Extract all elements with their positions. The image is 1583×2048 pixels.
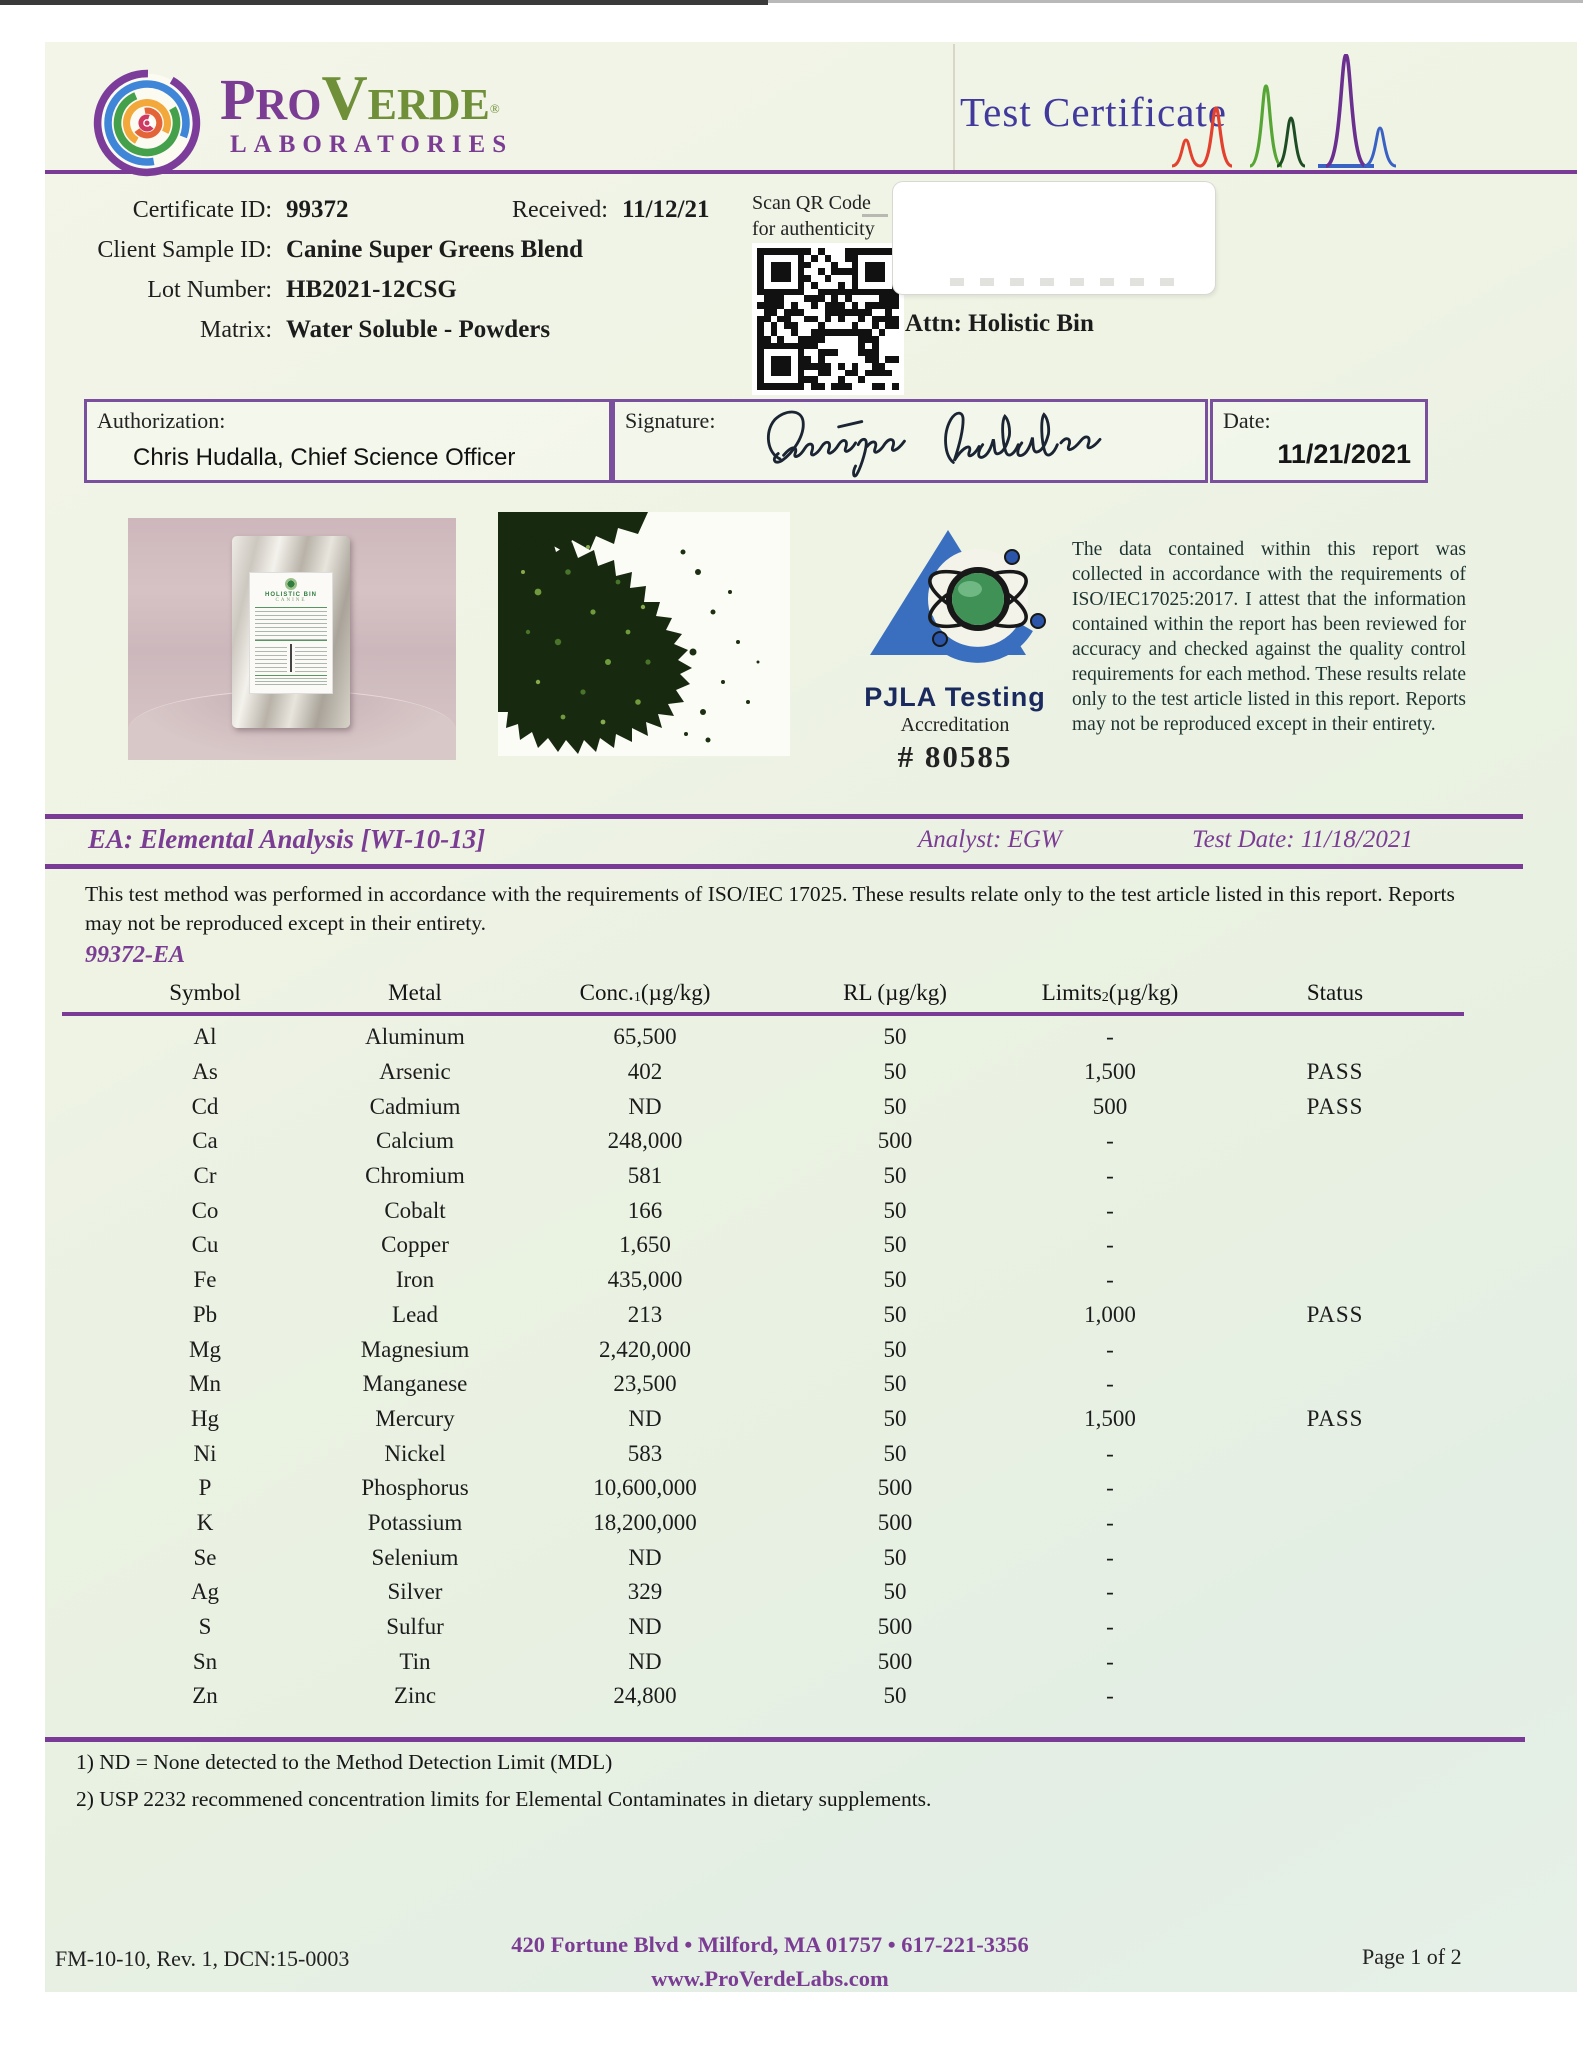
date-box: [1210, 399, 1428, 483]
pouch-subtext: CANINE: [275, 598, 307, 603]
table-header-rule: [62, 1012, 1464, 1016]
signature-label: Signature:: [625, 408, 716, 433]
cell-limits: 1,500: [1084, 1059, 1136, 1085]
cell-symbol: Sn: [192, 1648, 218, 1674]
cell-status: [1235, 1506, 1435, 1541]
cell-limits: -: [1106, 1544, 1114, 1570]
cell-conc: 402: [627, 1059, 663, 1085]
cell-metal: Calcium: [376, 1128, 454, 1154]
cell-metal: Cobalt: [384, 1197, 446, 1223]
cell-conc: 583: [627, 1440, 663, 1466]
matrix-row: [42, 316, 550, 344]
lot-number-label: Lot Number:: [147, 277, 272, 303]
cell-metal: Iron: [395, 1267, 435, 1293]
cell-conc: ND: [628, 1648, 662, 1674]
table-row: [65, 1159, 1435, 1194]
table-row: [65, 1436, 1435, 1471]
cell-metal: Arsenic: [379, 1059, 451, 1085]
pouch-label: [249, 572, 333, 694]
cell-limits: -: [1106, 1475, 1114, 1501]
cell-symbol: Cr: [193, 1163, 217, 1189]
cell-status: [1235, 1228, 1435, 1263]
cell-metal: Cadmium: [369, 1093, 461, 1119]
table-row: [65, 1124, 1435, 1159]
cell-limits: -: [1106, 1648, 1114, 1674]
received-value: 11/12/21: [621, 196, 710, 223]
cell-status: [1235, 1610, 1435, 1645]
matrix-label: Matrix:: [200, 317, 272, 343]
attestation-paragraph: The data contained within this report was collected in accordance with the requirements of ISO/IEC17025:2017. I attest that the information contained within the report has been reviewed for accuracy and checked against the quality control requirements for each method. These results relate only to the test article listed in this report. Reports may not be reproduced except in their entirety.: [1072, 539, 1466, 735]
cell-rl: 500: [877, 1475, 913, 1501]
cell-status: [1235, 1020, 1435, 1055]
cell-conc: 435,000: [607, 1267, 683, 1293]
cell-metal: Chromium: [365, 1163, 465, 1189]
cell-limits: -: [1106, 1509, 1114, 1535]
cell-rl: 500: [877, 1648, 913, 1674]
cell-limits: 1,000: [1084, 1301, 1136, 1327]
cell-conc: ND: [628, 1405, 662, 1431]
table-row: [65, 1367, 1435, 1402]
cell-metal: Selenium: [371, 1544, 459, 1570]
cell-conc: 10,600,000: [593, 1475, 697, 1501]
cell-conc: 18,200,000: [593, 1509, 697, 1535]
scan-edge-strip-light: [768, 0, 1583, 3]
cell-rl: 50: [883, 1371, 907, 1397]
cell-conc: ND: [628, 1544, 662, 1570]
cell-rl: 50: [883, 1059, 907, 1085]
pouch-text-lines: [255, 607, 327, 641]
certificate-id-value: 99372: [286, 196, 349, 223]
cell-symbol: Fe: [193, 1267, 217, 1293]
cell-status: PASS: [1306, 1093, 1364, 1119]
footer-website: www.ProVerdeLabs.com: [651, 1965, 889, 1991]
cell-limits: -: [1106, 1024, 1114, 1050]
brand-laboratories: LABORATORIES: [230, 131, 514, 158]
cell-status: [1235, 1367, 1435, 1402]
header-limits: Limits $_2$ (µg/kg): [1041, 980, 1179, 1005]
cell-limits: -: [1106, 1440, 1114, 1466]
cell-status: [1235, 1332, 1435, 1367]
cell-conc: 1,650: [619, 1232, 671, 1258]
cell-conc: 166: [627, 1197, 663, 1223]
cell-metal: Magnesium: [360, 1336, 470, 1362]
table-row: [65, 1020, 1435, 1055]
footnote-nd: 1) ND = None detected to the Method Detection Limit (MDL): [76, 1750, 613, 1774]
certificate-id-label: Certificate ID:: [132, 197, 272, 223]
date-label: Date:: [1223, 408, 1271, 433]
scan-edge-strip: [0, 0, 768, 5]
header-symbol: Symbol: [169, 980, 241, 1005]
certificate-id-row: [42, 196, 349, 224]
sample-code: 99372-EA: [85, 942, 186, 968]
brand-wordmark: [220, 62, 514, 158]
table-row: [65, 1471, 1435, 1506]
cell-symbol: Ca: [192, 1128, 218, 1154]
cell-symbol: K: [196, 1509, 214, 1535]
authorization-box: [84, 399, 612, 483]
matrix-value: Water Soluble - Powders: [286, 316, 551, 343]
cell-limits: -: [1106, 1128, 1114, 1154]
holistic-bin-logo-icon: [285, 578, 297, 590]
cell-rl: 50: [883, 1579, 907, 1605]
table-row: [65, 1055, 1435, 1090]
cell-limits: 500: [1092, 1093, 1128, 1119]
metals-table-header: [65, 980, 1435, 1006]
cell-limits: -: [1106, 1163, 1114, 1189]
table-bottom-rule: [45, 1737, 1525, 1742]
received-label: Received:: [512, 197, 608, 223]
signature-box: [612, 399, 1208, 483]
cell-status: [1235, 1193, 1435, 1228]
client-sample-value: Canine Super Greens Blend: [286, 236, 584, 263]
cell-symbol: Cd: [191, 1093, 219, 1119]
cell-status: PASS: [1306, 1059, 1364, 1085]
cell-limits: 1,500: [1084, 1405, 1136, 1431]
cell-limits: -: [1106, 1683, 1114, 1709]
header-metal: Metal: [388, 980, 442, 1005]
redaction-artifact: [862, 214, 888, 217]
cell-metal: Silver: [387, 1579, 443, 1605]
cell-rl: 50: [883, 1024, 907, 1050]
cell-symbol: Pb: [192, 1301, 218, 1327]
cell-status: [1235, 1575, 1435, 1610]
date-value: 11/21/2021: [1277, 439, 1411, 469]
client-sample-label: Client Sample ID:: [97, 237, 272, 263]
cell-conc: ND: [628, 1093, 662, 1119]
scan-artifact-vline: [953, 44, 955, 170]
pouch-foot-lines: [255, 675, 327, 685]
signature-image: [705, 402, 1175, 482]
chromatogram-peaks-graphic: [1128, 54, 1408, 172]
cell-status: PASS: [1306, 1405, 1364, 1431]
cell-rl: 50: [883, 1232, 907, 1258]
cell-symbol: Zn: [192, 1683, 218, 1709]
lot-number-row: [42, 276, 457, 304]
cell-metal: Potassium: [367, 1509, 463, 1535]
cell-metal: Phosphorus: [361, 1475, 469, 1501]
pjla-org-name: PJLA Testing: [864, 682, 1046, 712]
section-title: EA: Elemental Analysis [WI-10-13]: [88, 824, 486, 854]
registered-mark: ®: [489, 101, 500, 116]
table-row: [65, 1644, 1435, 1679]
section-rule-bottom: [45, 864, 1523, 869]
section-test-date: Test Date: 11/18/2021: [1192, 826, 1413, 853]
cell-symbol: Ag: [190, 1579, 220, 1605]
method-note: This test method was performed in accordance with the requirements of ISO/IEC 17025. These results relate only to the test article listed in this report. Reports may not be reproduced except in their entirety.: [85, 882, 1455, 936]
cell-metal: Zinc: [393, 1683, 437, 1709]
cell-rl: 50: [883, 1336, 907, 1362]
cell-rl: 50: [883, 1267, 907, 1293]
pjla-accreditation-label: Accreditation: [900, 714, 1010, 736]
table-row: [65, 1228, 1435, 1263]
cell-symbol: As: [192, 1059, 218, 1085]
proverde-logo: [88, 62, 514, 180]
header-conc: Conc. $_1$ (µg/kg): [579, 980, 711, 1005]
cell-limits: -: [1106, 1579, 1114, 1605]
sample-package-photo: [128, 518, 456, 760]
cell-rl: 500: [877, 1509, 913, 1535]
cell-rl: 50: [883, 1405, 907, 1431]
pjla-accreditation-number: # 80585: [897, 739, 1013, 774]
table-row: [65, 1298, 1435, 1333]
cell-symbol: Co: [191, 1197, 219, 1223]
header-divider: [45, 170, 1577, 174]
metals-table-body: [65, 1020, 1435, 1714]
brand-verde: VERDE: [321, 62, 490, 133]
cell-metal: Sulfur: [386, 1614, 444, 1640]
cell-rl: 50: [883, 1093, 907, 1119]
table-row: [65, 1089, 1435, 1124]
cell-conc: 23,500: [613, 1371, 677, 1397]
table-row: [65, 1263, 1435, 1298]
received-row: [512, 196, 709, 224]
green-powder-graphic: [498, 512, 790, 756]
cell-rl: 50: [883, 1301, 907, 1327]
qr-code: [752, 243, 904, 395]
lot-number-value: HB2021-12CSG: [286, 276, 457, 303]
cell-status: [1235, 1644, 1435, 1679]
table-row: [65, 1575, 1435, 1610]
sample-powder-photo: [498, 512, 790, 756]
cell-status: [1235, 1124, 1435, 1159]
proverde-spiral-icon: [88, 66, 206, 180]
table-row: [65, 1679, 1435, 1714]
cell-rl: 50: [883, 1440, 907, 1466]
cell-metal: Tin: [399, 1648, 431, 1674]
cell-rl: 50: [883, 1163, 907, 1189]
cell-symbol: Ni: [193, 1440, 217, 1466]
pjla-accreditation-block: [852, 525, 1058, 775]
cell-symbol: Hg: [190, 1405, 220, 1431]
table-row: [65, 1506, 1435, 1541]
cell-rl: 50: [883, 1197, 907, 1223]
cell-limits: -: [1106, 1232, 1114, 1258]
qr-pattern: [757, 248, 899, 390]
pouch-brand-text: HOLISTIC BIN: [265, 592, 317, 598]
pouch-bottom-lines: [255, 644, 327, 672]
cell-symbol: Mn: [189, 1371, 221, 1397]
cell-status: [1235, 1436, 1435, 1471]
cell-status: [1235, 1471, 1435, 1506]
cell-metal: Mercury: [375, 1405, 455, 1431]
cell-status: [1235, 1679, 1435, 1714]
section-rule-top: [45, 814, 1523, 819]
cell-metal: Aluminum: [365, 1024, 465, 1050]
footer-address: 420 Fortune Blvd • Milford, MA 01757 • 617-221-3356: [511, 1932, 1029, 1957]
cell-status: [1235, 1540, 1435, 1575]
footer-contact: [380, 1928, 1160, 1996]
cell-rl: 50: [883, 1544, 907, 1570]
cell-symbol: Mg: [189, 1336, 221, 1362]
cell-metal: Nickel: [384, 1440, 446, 1466]
cell-metal: Copper: [381, 1232, 449, 1258]
authorized-by: Chris Hudalla, Chief Science Officer: [133, 444, 516, 471]
cell-symbol: Cu: [191, 1232, 219, 1258]
section-analyst: Analyst: EGW: [918, 826, 1062, 853]
foil-pouch: [232, 536, 350, 728]
cell-conc: 213: [627, 1301, 663, 1327]
cell-metal: Lead: [392, 1301, 438, 1327]
cell-symbol: S: [198, 1614, 212, 1640]
brand-pro: PRO: [220, 67, 322, 132]
header-rl: RL (µg/kg): [843, 980, 947, 1005]
cell-conc: 329: [627, 1579, 663, 1605]
cell-limits: -: [1106, 1371, 1114, 1397]
cell-conc: 65,500: [613, 1024, 677, 1050]
qr-caption: Scan QR Code for authenticity: [752, 192, 875, 240]
table-row: [65, 1332, 1435, 1367]
authorization-label: Authorization:: [97, 408, 226, 433]
cell-rl: 500: [877, 1614, 913, 1640]
page-title: Test Certificate: [960, 89, 1227, 135]
redaction-smudge: [950, 278, 1190, 286]
table-row: [65, 1540, 1435, 1575]
cell-conc: 248,000: [607, 1128, 683, 1154]
cell-conc: 581: [627, 1163, 663, 1189]
cell-metal: Manganese: [362, 1371, 468, 1397]
header-status: Status: [1306, 980, 1364, 1005]
pjla-logo-icon: [860, 525, 1050, 675]
cell-symbol: P: [198, 1475, 212, 1501]
table-row: [65, 1610, 1435, 1645]
cell-status: PASS: [1306, 1301, 1364, 1327]
cell-symbol: Al: [193, 1024, 217, 1050]
table-row: [65, 1402, 1435, 1437]
cell-limits: -: [1106, 1197, 1114, 1223]
attn-line: Attn: Holistic Bin: [905, 310, 1094, 337]
footer-page-number: Page 1 of 2: [1362, 1944, 1462, 1969]
table-row: [65, 1193, 1435, 1228]
cell-limits: -: [1106, 1267, 1114, 1293]
cell-symbol: Se: [193, 1544, 217, 1570]
cell-rl: 50: [883, 1683, 907, 1709]
cell-limits: -: [1106, 1614, 1114, 1640]
cell-conc: ND: [628, 1614, 662, 1640]
cell-conc: 2,420,000: [599, 1336, 691, 1362]
cell-status: [1235, 1159, 1435, 1194]
client-sample-row: [42, 236, 583, 264]
cell-limits: -: [1106, 1336, 1114, 1362]
footnote-usp: 2) USP 2232 recommened concentration limits for Elemental Contaminates in dietary supplements.: [76, 1787, 932, 1811]
footer-form-number: FM-10-10, Rev. 1, DCN:15-0003: [55, 1946, 350, 1971]
cell-conc: 24,800: [613, 1683, 677, 1709]
cell-status: [1235, 1263, 1435, 1298]
cell-rl: 500: [877, 1128, 913, 1154]
